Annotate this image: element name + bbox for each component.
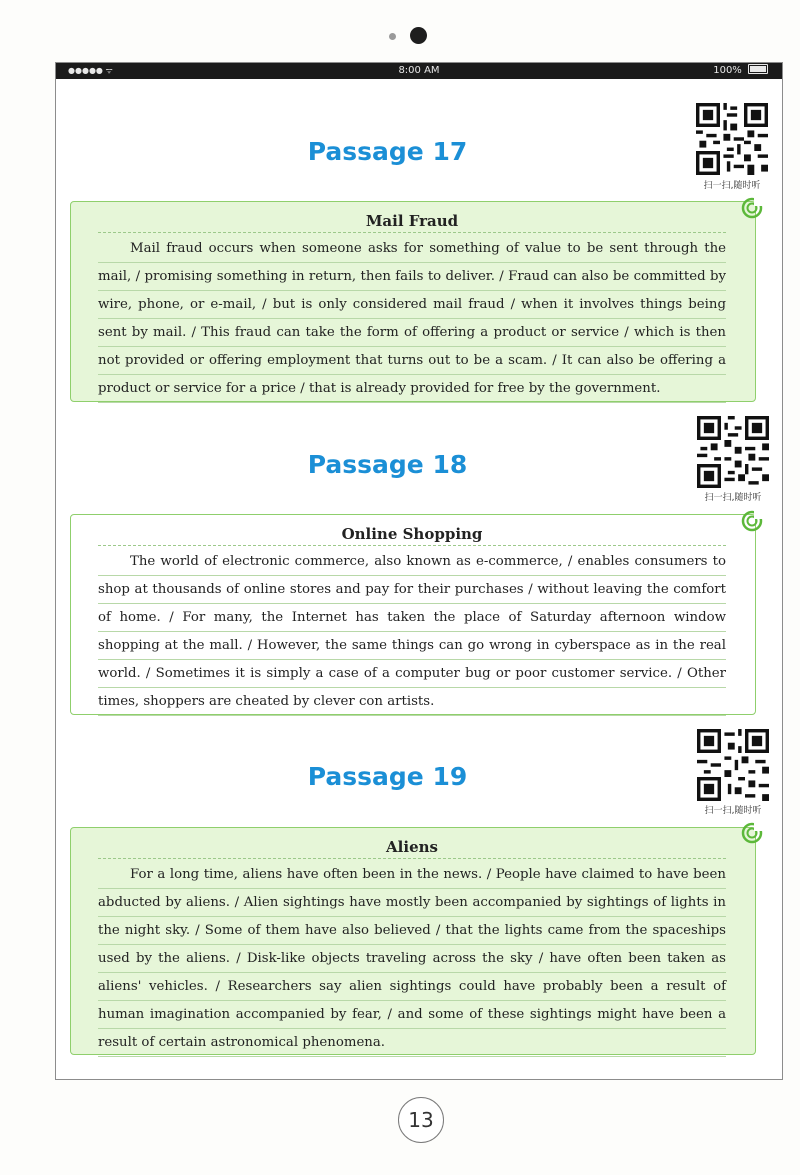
qr-caption: 扫一扫,随时听 <box>703 181 761 191</box>
battery-icon <box>748 64 768 74</box>
qr-caption: 扫一扫,随时听 <box>704 493 762 503</box>
status-time: 8:00 AM <box>398 65 440 76</box>
audio-swirl-icon <box>741 197 763 219</box>
passage-18-box <box>70 514 756 715</box>
passage-17-title: Mail Fraud <box>98 210 726 233</box>
passage-17-text: Mail fraud occurs when someone asks for something of value to be sent through the mail, / promising something in return, then fails to deliver. / Fraud can also be committed by wire, phone, or e-mail, / but is only considered mail fraud / when it involves things being sent by mail. / This fraud can take the form of offering a product or service / which is then not provided or offering employment that turns out to be a scam. / It can also be offering a product or service for a price / that is already provided for free by the government. <box>98 235 726 403</box>
passage-18-heading: Passage 18 <box>307 450 468 479</box>
passage-18-title: Online Shopping <box>98 523 726 546</box>
status-bar <box>56 63 782 79</box>
audio-swirl-icon <box>741 510 763 532</box>
camera-sensor-dot <box>389 33 396 40</box>
audio-swirl-icon <box>741 822 763 844</box>
passage-19-box <box>70 827 756 1055</box>
qr-code-icon[interactable] <box>697 729 769 801</box>
page-number: 13 <box>398 1097 444 1143</box>
battery-status <box>713 63 768 79</box>
qr-code-icon[interactable] <box>697 416 769 488</box>
camera-lens <box>410 27 427 44</box>
passage-17-heading: Passage 17 <box>307 137 468 166</box>
signal-wifi-icon: ●●●●● ᯤ <box>68 66 113 75</box>
passage-17-box <box>70 201 756 402</box>
passage-19-heading: Passage 19 <box>307 762 468 791</box>
qr-code-icon[interactable] <box>696 103 768 175</box>
passage-19-title: Aliens <box>98 836 726 859</box>
passage-19-text: For a long time, aliens have often been in the news. / People have claimed to have been abducted by aliens. / Alien sightings have mostly been accompanied by sightings of lights in the night sky. / Some of them have also believed / that the lights came from the spaceships used by the aliens. / Disk-like objects traveling across the sky / have often been taken as aliens' vehicles. / Researchers say alien sightings could have probably been a result of human imagination accompanied by fear, / and some of these sightings might have been a result of certain astronomical phenomena. <box>98 861 726 1057</box>
battery-percent: 100% <box>713 65 742 76</box>
passage-18-text: The world of electronic commerce, also known as e-commerce, / enables consumers to shop at thousands of online stores and pay for their purchases / without leaving the comfort of home. / For many, the Internet has taken the place of Saturday afternoon window shopping at the mall. / However, the same things can go wrong in cyberspace as in the real world. / Sometimes it is simply a case of a computer bug or poor customer service. / Other times, shoppers are cheated by clever con artists. <box>98 548 726 716</box>
qr-caption: 扫一扫,随时听 <box>704 806 762 816</box>
